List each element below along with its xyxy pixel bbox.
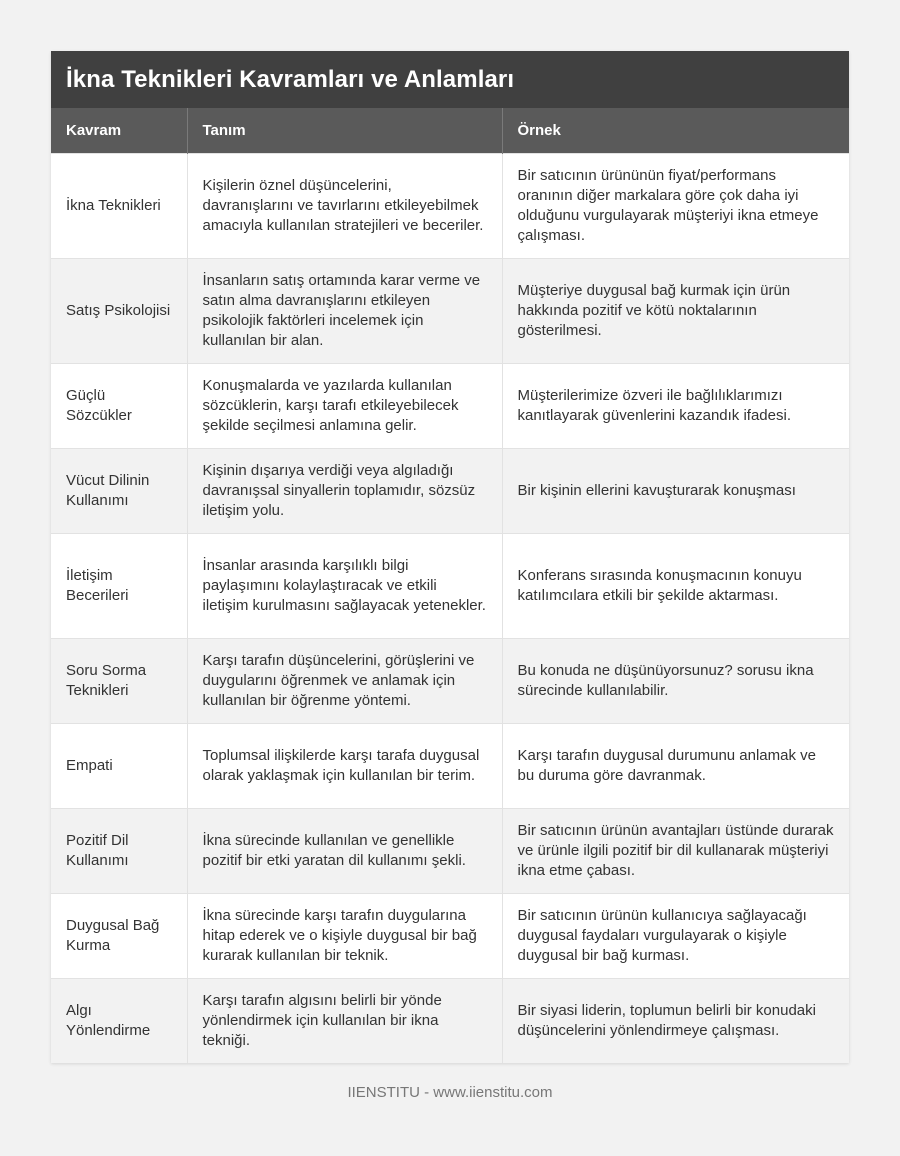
table-row [51,723,849,808]
table-row [51,363,849,448]
cell-kavram: Algı Yönlendirme [51,978,187,1063]
cell-tanim: İkna sürecinde karşı tarafın duygularına hitap ederek ve o kişiyle duygusal bir bağ kurarak kullanılan bir teknik. [187,893,502,978]
concepts-table [51,108,849,1063]
cell-kavram: Soru Sorma Teknikleri [51,638,187,723]
cell-tanim: İnsanlar arasında karşılıklı bilgi paylaşımını kolaylaştıracak ve etkili iletişim kurulmasını sağlayacak yetenekler. [187,533,502,638]
cell-ornek: Bir satıcının ürünün avantajları üstünde durarak ve ürünle ilgili pozitif bir dil kullanarak müşteriyi ikna etme çabası. [502,808,849,893]
table-row [51,533,849,638]
cell-tanim: Karşı tarafın düşüncelerini, görüşlerini ve duygularını öğrenmek ve anlamak için kullanılan bir öğrenme yöntemi. [187,638,502,723]
table-row [51,638,849,723]
footer-credit: IIENSTITU - www.iienstitu.com [347,1084,553,1101]
table-row [51,978,849,1063]
cell-ornek: Bir satıcının ürünün kullanıcıya sağlayacağı duygusal faydaları vurgulayarak o kişiyle duygusal bir bağ kurması. [502,893,849,978]
cell-ornek: Karşı tarafın duygusal durumunu anlamak ve bu duruma göre davranmak. [502,723,849,808]
cell-tanim: Toplumsal ilişkilerde karşı tarafa duygusal olarak yaklaşmak için kullanılan bir terim. [187,723,502,808]
table-card [51,51,849,1063]
cell-kavram: Pozitif Dil Kullanımı [51,808,187,893]
header-kavram: Kavram [51,108,187,153]
table-row [51,448,849,533]
cell-kavram: Satış Psikolojisi [51,258,187,363]
table-row [51,893,849,978]
table-row [51,153,849,258]
cell-tanim: İnsanların satış ortamında karar verme ve satın alma davranışlarını etkileyen psikolojik faktörleri incelemek için kullanılan bir alan. [187,258,502,363]
cell-tanim: Kişilerin öznel düşüncelerini, davranışlarını ve tavırlarını etkileyebilmek amacıyla kullanılan stratejileri ve beceriler. [187,153,502,258]
cell-kavram: Vücut Dilinin Kullanımı [51,448,187,533]
cell-tanim: Kişinin dışarıya verdiği veya algıladığı davranışsal sinyallerin toplamıdır, sözsüz iletişim yolu. [187,448,502,533]
cell-ornek: Bir satıcının ürününün fiyat/performans oranının diğer markalara göre çok daha iyi olduğunu vurgulayarak müşteriyi ikna etmeye çalışması. [502,153,849,258]
cell-ornek: Konferans sırasında konuşmacının konuyu katılımcılara etkili bir şekilde aktarması. [502,533,849,638]
cell-ornek: Müşterilerimize özveri ile bağlılıklarımızı kanıtlayarak güvenlerini kazandık ifadesi. [502,363,849,448]
table-row [51,808,849,893]
cell-kavram: Empati [51,723,187,808]
cell-kavram: İletişim Becerileri [51,533,187,638]
table-header-row [51,108,849,153]
cell-tanim: İkna sürecinde kullanılan ve genellikle pozitif bir etki yaratan dil kullanımı şekli. [187,808,502,893]
cell-ornek: Bir kişinin ellerini kavuşturarak konuşması [502,448,849,533]
table-row [51,258,849,363]
page-title: İkna Teknikleri Kavramları ve Anlamları [66,65,515,93]
cell-kavram: Duygusal Bağ Kurma [51,893,187,978]
cell-ornek: Bu konuda ne düşünüyorsunuz? sorusu ikna sürecinde kullanılabilir. [502,638,849,723]
cell-kavram: Güçlü Sözcükler [51,363,187,448]
cell-tanim: Konuşmalarda ve yazılarda kullanılan sözcüklerin, karşı tarafı etkileyebilecek şekilde seçilmesi anlamına gelir. [187,363,502,448]
cell-kavram: İkna Teknikleri [51,153,187,258]
cell-ornek: Müşteriye duygusal bağ kurmak için ürün hakkında pozitif ve kötü noktalarının gösterilmesi. [502,258,849,363]
header-ornek: Örnek [502,108,849,153]
cell-ornek: Bir siyasi liderin, toplumun belirli bir konudaki düşüncelerini yönlendirmeye çalışması. [502,978,849,1063]
cell-tanim: Karşı tarafın algısını belirli bir yönde yönlendirmek için kullanılan bir ikna tekniği. [187,978,502,1063]
header-tanim: Tanım [187,108,502,153]
title-bar [51,51,849,108]
